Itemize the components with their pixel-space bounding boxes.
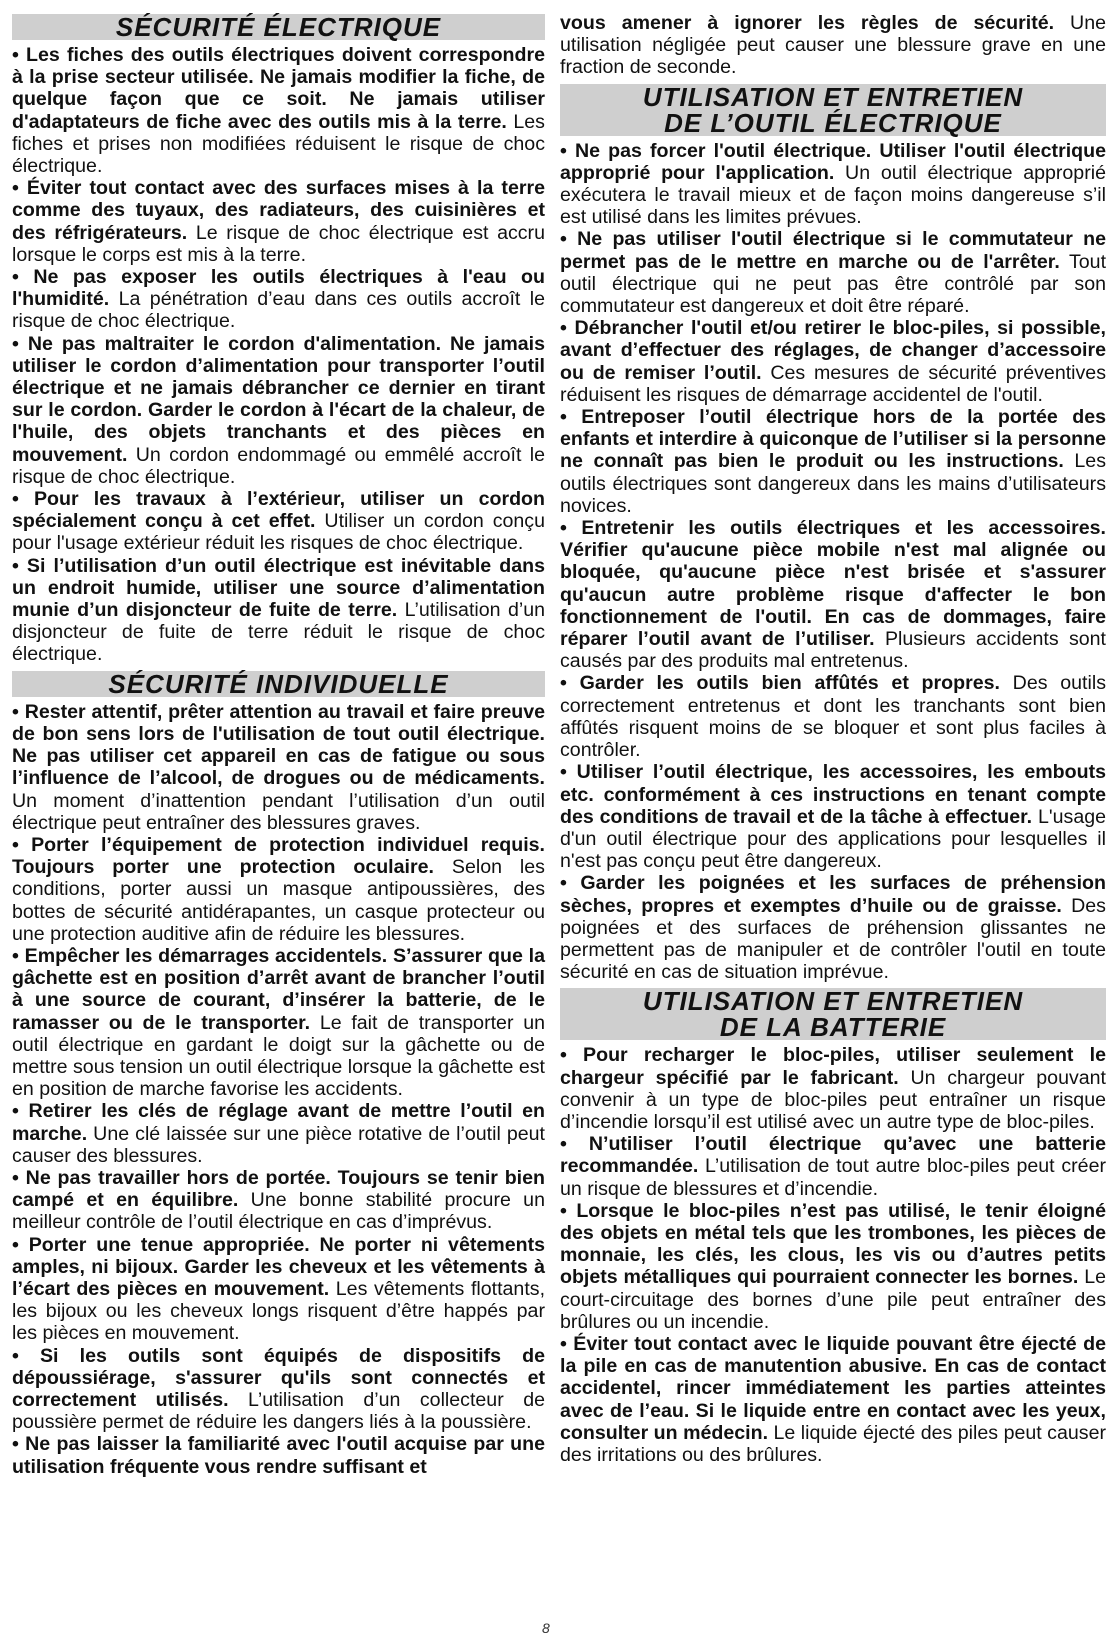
safety-item: • Porter une tenue appropriée. Ne porter ni vêtements amples, ni bijoux. Garder les cheveux et les vêtements à l’écart des pièces en mouvement. Les vêtements flottants, les bijoux ou les cheveux longs risquent d’être happés par les pièces en mouvement. <box>12 1233 546 1345</box>
heading-line: UTILISATION ET ENTRETIEN <box>642 81 1024 112</box>
safety-item: • Débrancher l'outil et/ou retirer le bloc-piles, si possible, avant d’effectuer des réglages, de changer d’accessoire ou de remiser l’outil. Ces mesures de sécurité préventives réduisent les risques de démarrage accidentel de l'outil. <box>560 317 1106 406</box>
heading-line: DE LA BATTERIE <box>719 1012 947 1043</box>
section-heading-personal-safety: SÉCURITÉ INDIVIDUELLE <box>12 671 545 697</box>
safety-item: • N’utiliser l’outil électrique qu’avec une batterie recommandée. L’utilisation de tout autre bloc-piles peut créer un risque de blessures et d’incendie. <box>560 1133 1106 1200</box>
safety-item: • Si les outils sont équipés de dispositifs de dépoussiérage, s'assurer qu'ils sont connectés et correctement utilisés. L’utilisation d’un collecteur de poussière permet de réduire les dangers liés à la poussière. <box>12 1344 545 1434</box>
safety-item: • Lorsque le bloc-piles n’est pas utilisé, le tenir éloigné des objets en métal tels que les trombones, les pièces de monnaie, les clés, les clous, les vis ou d’autres petits objets métalliques qui pourraient connecter les bornes. Le court-circuitage des bornes d’une pile peut entraîner des brûlures ou un incendie. <box>560 1199 1106 1333</box>
left-column <box>12 12 545 1478</box>
safety-item: • Les fiches des outils électriques doivent correspondre à la prise secteur utilisée. Ne jamais modifier la fiche, de quelque façon que ce soit. Ne jamais utiliser d'adaptateurs de fiche avec des outils mis à la terre. Les fiches et prises non modifiées réduisent le risque de choc électrique. <box>12 44 545 178</box>
safety-item: • Garder les poignées et les surfaces de préhension sèches, propres et exemptes d’huile ou de graisse. Des poignées et des surfaces de préhension glissantes ne permettent pas de manipuler et de contrôler l'outil en toute sécurité en cas de situation imprévue. <box>560 872 1106 984</box>
heading-line: UTILISATION ET ENTRETIEN <box>642 986 1024 1017</box>
safety-item: • Porter l’équipement de protection individuel requis. Toujours porter une protection oculaire. Selon les conditions, porter aussi un masque antipoussières, des bottes de sécurité antidérapantes, un casque protecteur ou une protection auditive afin de réduire les blessures. <box>12 833 545 945</box>
right-column <box>560 12 1106 1466</box>
safety-item: • Empêcher les démarrages accidentels. S’assurer que la gâchette est en position d’arrêt avant de brancher l’outil à une source de courant, d’insérer la batterie, de le ramasser ou de le transporter. Le fait de transporter un outil électrique en gardant le doigt sur la gâchette ou de mettre sous tension un outil électrique lorsque la gâchette est en position de marche favorise les accidents. <box>12 944 545 1101</box>
safety-item: • Retirer les clés de réglage avant de mettre l’outil en marche. Une clé laissée sur une pièce rotative de l’outil peut causer des blessures. <box>12 1100 545 1167</box>
safety-item: • Pour recharger le bloc-piles, utiliser seulement le chargeur spécifié par le fabricant. Un chargeur pouvant convenir à un type de bloc-piles peut entraîner un risque d’incendie lorsqu’il est utilisé avec un autre type de bloc-piles. <box>560 1044 1107 1133</box>
safety-item: • Ne pas forcer l'outil électrique. Utiliser l'outil électrique approprié pour l'application. Un outil électrique approprié exécutera le travail mieux et de façon moins dangereuse s’il est utilisé dans les limites prévues. <box>560 139 1106 229</box>
safety-item: • Ne pas utiliser l'outil électrique si le commutateur ne permet pas de le mettre en marche ou de l'arrêter. Tout outil électrique qui ne peut pas être contrôlé par son commutateur est dangereux et doit être réparé. <box>560 228 1107 318</box>
safety-item: • Ne pas laisser la familiarité avec l'outil acquise par une utilisation fréquente vous rendre suffisant et <box>12 1433 545 1478</box>
safety-item: • Entreposer l’outil électrique hors de la portée des enfants et interdire à quiconque de l’utiliser si la personne ne connaît pas bien le produit ou les instructions. Les outils électriques sont dangereux dans les mains d’utilisateurs novices. <box>560 406 1106 517</box>
safety-item: • Entretenir les outils électriques et les accessoires. Vérifier qu'aucune pièce mobile n'est mal alignée ou bloquée, qu'aucune pièce n'est brisée et s'assurer qu'aucun autre problème risque d'affecter le bon fonctionnement de l'outil. En cas de dommages, faire réparer l’outil avant de l’utiliser. Plusieurs accidents sont causés par des produits mal entretenus. <box>560 517 1106 673</box>
safety-item: • Ne pas travailler hors de portée. Toujours se tenir bien campé et en équilibre. Une bonne stabilité procure un meilleur contrôle de l’outil électrique en cas d’imprévus. <box>12 1166 545 1234</box>
section-heading-electrical-safety: SÉCURITÉ ÉLECTRIQUE <box>12 14 545 40</box>
safety-item: • Si l’utilisation d’un outil électrique est inévitable dans un endroit humide, utiliser une source d’alimentation munie d’un disjoncteur de fuite de terre. L’utilisation d’un disjoncteur de fuite de terre réduit le risque de choc électrique. <box>12 554 545 666</box>
safety-item: • Garder les outils bien affûtés et propres. Des outils correctement entretenus et dont les tranchants sont bien affûtés risquent moins de se bloquer et sont plus faciles à contrôler. <box>560 672 1106 762</box>
safety-item: • Utiliser l’outil électrique, les accessoires, les embouts etc. conformément à ces instructions en tenant compte des conditions de travail et de la tâche à effectuer. L'usage d'un outil électrique pour des applications pour lesquelles il n'est pas conçu peut être dangereux. <box>560 761 1107 873</box>
safety-item: • Ne pas maltraiter le cordon d'alimentation. Ne jamais utiliser le cordon d’alimentation pour transporter l’outil électrique et ne jamais débrancher ce dernier en tirant sur le cordon. Garder le cordon à l'écart de la chaleur, de l'huile, des objets tranchants et des pièces en mouvement. Un cordon endommagé ou emmêlé accroît le risque de choc électrique. <box>12 332 545 488</box>
safety-item: • Éviter tout contact avec des surfaces mises à la terre comme des tuyaux, des radiateurs, des cuisinières et des réfrigérateurs. Le risque de choc électrique est accru lorsque le corps est mis à la terre. <box>12 177 545 266</box>
heading-line: DE L’OUTIL ÉLECTRIQUE <box>664 107 1002 138</box>
page-number: 8 <box>542 1620 550 1636</box>
safety-item: • Rester attentif, prêter attention au travail et faire preuve de bon sens lors de l'utilisation de tout outil électrique. Ne pas utiliser cet appareil en cas de fatigue ou sous l’influence de l’alcool, de drogues ou de médicaments. Un moment d’inattention pendant l’utilisation d’un outil électrique peut entraîner des blessures graves. <box>12 700 545 834</box>
continuation-text: vous amener à ignorer les règles de sécurité. Une utilisation négligée peut causer une blessure grave en une fraction de seconde. <box>560 12 1106 79</box>
safety-item: • Ne pas exposer les outils électriques à l'eau ou l'humidité. La pénétration d’eau dans ces outils accroît le risque de choc électrique. <box>12 266 545 333</box>
safety-item: • Pour les travaux à l’extérieur, utiliser un cordon spécialement conçu à cet effet. Utiliser un cordon conçu pour l'usage extérieur réduit les risques de choc électrique. <box>12 488 545 555</box>
safety-item: • Éviter tout contact avec le liquide pouvant être éjecté de la pile en cas de manutention abusive. En cas de contact accidentel, rincer immédiatement les parties atteintes avec de l’eau. Si le liquide entre en contact avec les yeux, consulter un médecin. Le liquide éjecté des piles peut causer des irritations ou des brûlures. <box>560 1332 1106 1466</box>
section-heading-tool-use-care <box>560 81 1106 138</box>
section-heading-battery-use-care <box>560 986 1106 1043</box>
